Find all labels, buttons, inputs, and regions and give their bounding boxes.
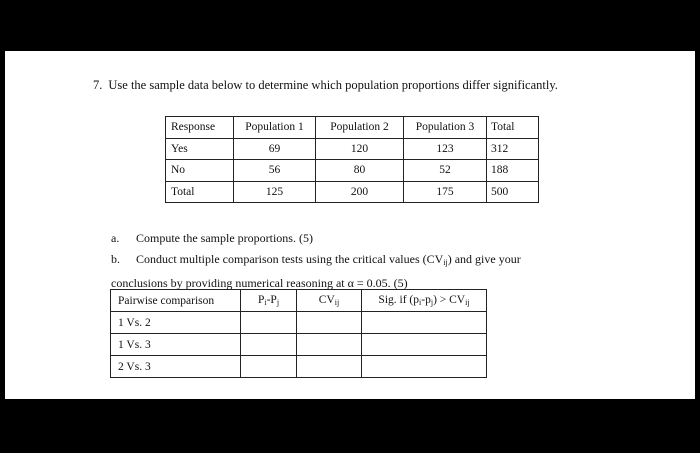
header-population-2: Population 2	[316, 117, 404, 139]
table-row	[166, 138, 539, 160]
comparison-label: 1 Vs. 2	[111, 312, 241, 334]
empty-cell	[241, 312, 297, 334]
header-sig-text-2: -p	[421, 294, 431, 306]
table-cell: 123	[404, 138, 487, 160]
header-pi-text: P	[257, 294, 265, 306]
header-pairwise-comparison: Pairwise comparison	[111, 290, 241, 312]
empty-cell	[362, 334, 487, 356]
table-cell: 69	[234, 138, 316, 160]
header-pj-subscript: j	[276, 298, 280, 307]
empty-cell	[362, 356, 487, 378]
comparison-label: 1 Vs. 3	[111, 334, 241, 356]
table-row	[166, 160, 539, 182]
document-page	[5, 51, 695, 399]
part-b	[111, 249, 521, 273]
table-cell: 56	[234, 160, 316, 182]
header-cv-subscript: ij	[334, 298, 340, 307]
table-cell: 80	[316, 160, 404, 182]
header-population-1: Population 1	[234, 117, 316, 139]
header-pi-pj	[241, 290, 297, 312]
part-b-text-2: ) and give your	[447, 252, 521, 266]
table-cell: No	[166, 160, 234, 182]
table-cell: 52	[404, 160, 487, 182]
table-cell: 125	[234, 181, 316, 203]
table-header-row	[111, 290, 487, 312]
part-a	[111, 228, 521, 249]
pairwise-comparison-table	[110, 289, 487, 378]
header-sig-text-3: ) > CV	[433, 294, 466, 306]
empty-cell	[241, 356, 297, 378]
table-cell: 500	[487, 181, 539, 203]
table-header-row	[166, 117, 539, 139]
header-response: Response	[166, 117, 234, 139]
table-cell: 120	[316, 138, 404, 160]
question-parts	[111, 228, 521, 294]
header-significance	[362, 290, 487, 312]
table-row	[166, 181, 539, 203]
empty-cell	[297, 334, 362, 356]
part-b-label: b.	[111, 252, 120, 266]
table-cell: 200	[316, 181, 404, 203]
question-prompt: Use the sample data below to determine which population proportions differ significantly.	[108, 78, 558, 92]
part-b-text	[136, 249, 521, 273]
header-cvij	[297, 290, 362, 312]
part-a-text: Compute the sample proportions. (5)	[136, 231, 313, 245]
header-pj-text: -P	[266, 294, 277, 306]
table-cell: Yes	[166, 138, 234, 160]
question-number: 7.	[93, 78, 103, 92]
header-cv-text: CV	[318, 294, 335, 306]
table-row	[111, 356, 487, 378]
header-sig-sub-1: i	[419, 298, 422, 307]
part-b-text-1: Conduct multiple comparison tests using the critical values (CV	[136, 252, 444, 266]
empty-cell	[297, 312, 362, 334]
comparison-label: 2 Vs. 3	[111, 356, 241, 378]
empty-cell	[241, 334, 297, 356]
table-row	[111, 312, 487, 334]
header-pi-subscript: i	[264, 298, 267, 307]
part-a-label: a.	[111, 231, 120, 245]
header-sig-sub-3: ij	[465, 298, 470, 307]
table-cell: 312	[487, 138, 539, 160]
header-population-3: Population 3	[404, 117, 487, 139]
header-total: Total	[487, 117, 539, 139]
part-b-line2: conclusions by providing numerical reasoning at α = 0.05. (5)	[111, 276, 408, 290]
table-cell: 175	[404, 181, 487, 203]
table-cell: 188	[487, 160, 539, 182]
empty-cell	[362, 312, 487, 334]
table-cell: Total	[166, 181, 234, 203]
table-row	[111, 334, 487, 356]
header-sig-sub-2: j	[430, 298, 434, 307]
part-b-subscript: ij	[443, 258, 448, 267]
header-sig-text-1: Sig. if (p	[378, 294, 419, 306]
population-data-table	[165, 116, 539, 203]
question-text	[93, 78, 558, 93]
empty-cell	[297, 356, 362, 378]
